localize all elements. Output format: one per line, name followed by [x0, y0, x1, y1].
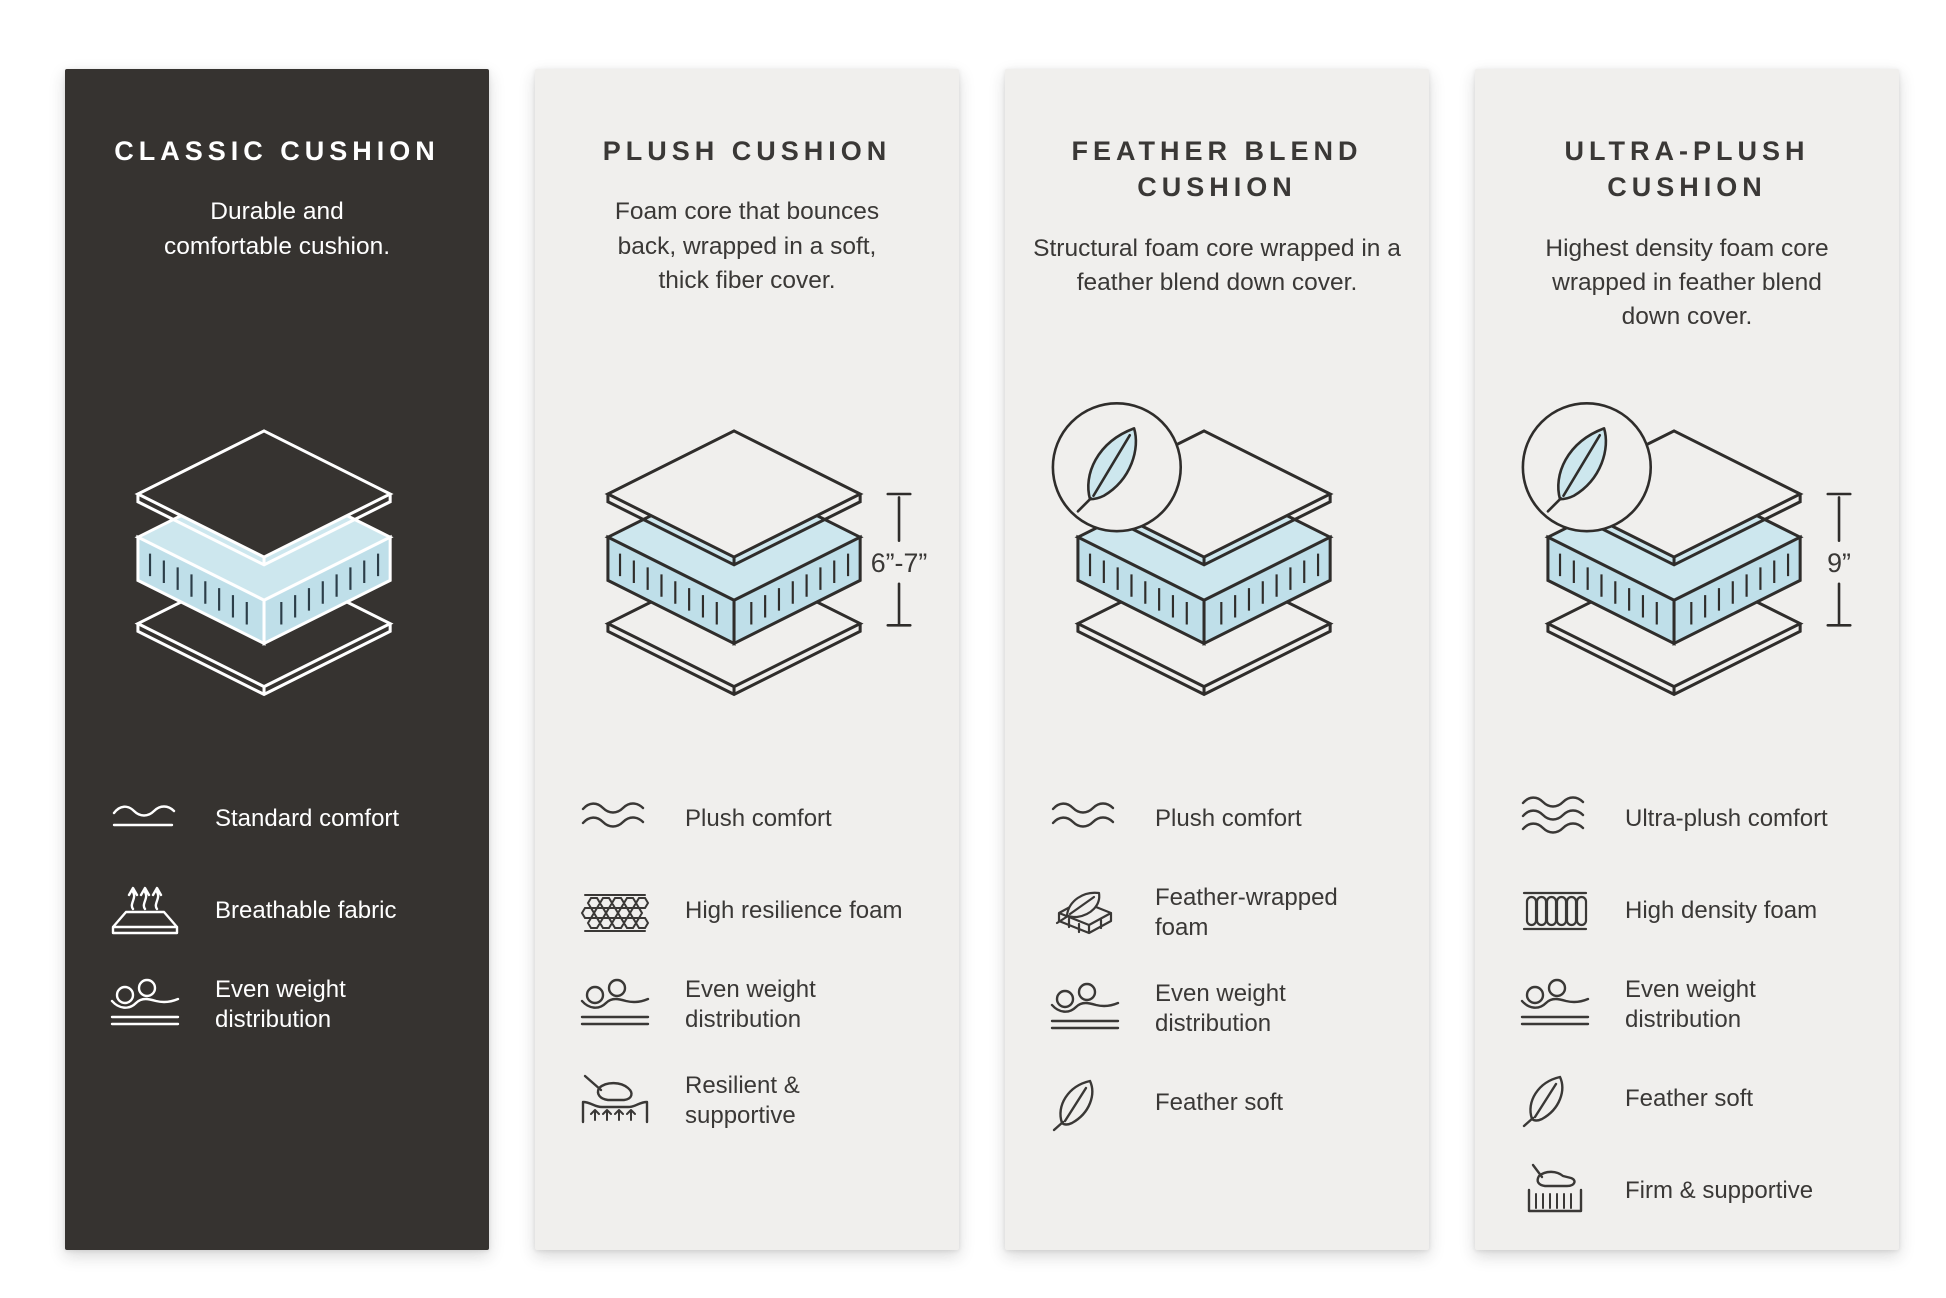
feature-label: Feather soft [1155, 1089, 1284, 1116]
feather-foam-icon [1049, 885, 1121, 941]
panel-header [579, 69, 915, 399]
panel-title: ULTRA-PLUSH CUSHION [1564, 136, 1810, 203]
feature-label: Even weight distribution [1155, 980, 1286, 1037]
feature-label: Resilient & supportive [685, 1072, 800, 1129]
feather-badge [1053, 403, 1181, 531]
feature-label: Even weight distribution [685, 976, 816, 1033]
density-foam-icon [1519, 883, 1591, 939]
feature-label: High resilience foam [685, 897, 903, 924]
honeycomb-icon [579, 883, 651, 939]
panel-title: FEATHER BLEND CUSHION [1071, 136, 1363, 203]
feature-label: Firm & supportive [1625, 1177, 1814, 1204]
feature-list [579, 791, 915, 1131]
feature-label: Plush comfort [685, 805, 832, 832]
wave-double-icon [579, 791, 651, 847]
feature-item [579, 975, 915, 1035]
feature-item [1519, 975, 1855, 1035]
feature-label: Even weight distribution [215, 976, 346, 1033]
feature-item [1049, 979, 1385, 1039]
panel-header [1033, 69, 1401, 399]
feature-item [579, 1071, 915, 1131]
breathable-icon [109, 883, 181, 939]
feature-item [109, 975, 445, 1035]
feather-icon [1519, 1071, 1591, 1127]
panel-classic-cushion [65, 69, 489, 1250]
layered-cushion-icon [1519, 399, 1855, 697]
layered-cushion-icon [109, 399, 445, 697]
feature-label: Plush comfort [1155, 805, 1302, 832]
feature-item [579, 791, 915, 847]
feature-item [1519, 1163, 1855, 1219]
feature-label: Feather-wrapped foam [1155, 884, 1338, 941]
feature-item [1519, 883, 1855, 939]
panel-ultra-plush-cushion [1475, 69, 1899, 1250]
feature-list [1049, 791, 1385, 1131]
panel-title: CLASSIC CUSHION [114, 136, 440, 166]
panel-description: Highest density foam core wrapped in feather blend down cover. [1545, 234, 1829, 331]
even-weight-icon [1049, 981, 1121, 1037]
panel-header [1519, 69, 1855, 399]
feature-item [1049, 883, 1385, 943]
feather-badge [1523, 403, 1651, 531]
cushion-layers-illustration [579, 399, 928, 697]
panel-feather-blend-cushion [1005, 69, 1429, 1250]
even-weight-icon [579, 977, 651, 1033]
feather-icon [1049, 1075, 1121, 1131]
panel-header [109, 69, 445, 399]
wave-single-icon [109, 791, 181, 847]
cushion-layers-illustration [1049, 399, 1385, 697]
feature-label: Even weight distribution [1625, 976, 1756, 1033]
feature-item [1519, 1071, 1855, 1127]
dimension-marker [871, 494, 928, 625]
feature-item [1049, 791, 1385, 847]
wave-double-icon [1049, 791, 1121, 847]
feature-item [109, 883, 445, 939]
feature-item [579, 883, 915, 939]
feature-list [1519, 791, 1855, 1219]
feature-label: Breathable fabric [215, 897, 397, 924]
feature-label: High density foam [1625, 897, 1818, 924]
dimension-label: 6”-7” [870, 547, 928, 578]
even-weight-icon [109, 977, 181, 1033]
feature-item [1519, 791, 1855, 847]
panel-description: Durable and comfortable cushion. [163, 198, 391, 260]
panel-title: PLUSH CUSHION [602, 136, 892, 166]
layered-cushion-icon [1049, 399, 1385, 697]
feature-list [109, 791, 445, 1035]
feature-item [1049, 1075, 1385, 1131]
cushion-layers-illustration [109, 399, 445, 697]
dimension-marker [1827, 494, 1851, 625]
wave-triple-icon [1519, 791, 1591, 847]
even-weight-icon [1519, 977, 1591, 1033]
feature-label: Feather soft [1625, 1085, 1754, 1112]
feature-item [109, 791, 445, 847]
feature-label: Ultra-plush comfort [1625, 805, 1828, 832]
feature-label: Standard comfort [215, 805, 400, 832]
panel-plush-cushion [535, 69, 959, 1250]
resilient-icon [579, 1073, 651, 1129]
layered-cushion-icon [579, 399, 928, 697]
panel-description: Structural foam core wrapped in a feather blend down cover. [1033, 234, 1401, 297]
cushion-layers-illustration [1519, 399, 1855, 697]
panel-description: Foam core that bounces back, wrapped in a soft, thick fiber cover. [614, 198, 880, 295]
firm-icon [1519, 1163, 1591, 1219]
dimension-label: 9” [1827, 547, 1851, 578]
